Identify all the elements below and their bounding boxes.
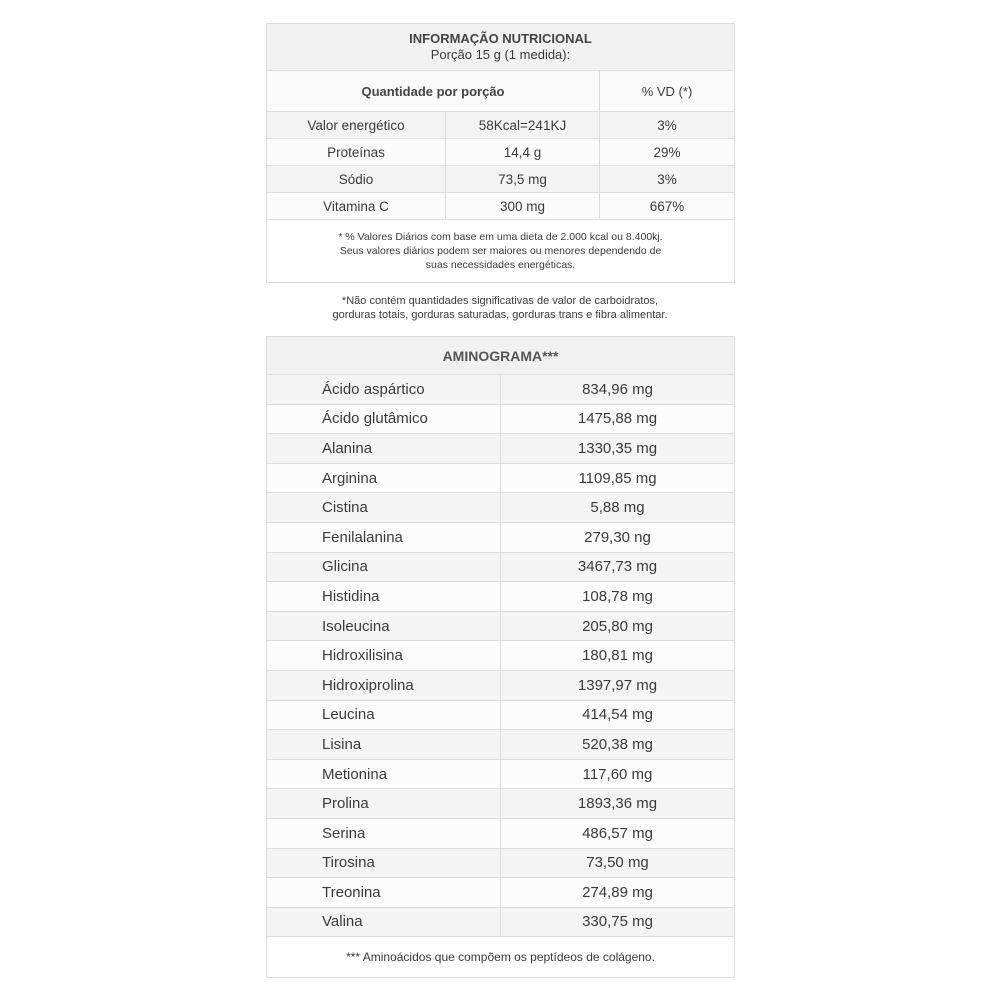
amino-acid-row bbox=[267, 700, 735, 730]
amino-acid-name: Valina bbox=[267, 907, 501, 937]
amino-acid-row bbox=[267, 493, 735, 523]
nutrient-row bbox=[267, 166, 735, 193]
daily-values-note: * % Valores Diários com base em uma dieta de 2.000 kcal ou 8.400kj. Seus valores diários podem ser maiores ou menores dependendo de suas necessidades energéticas. bbox=[267, 220, 735, 283]
nutrient-row bbox=[267, 139, 735, 166]
amino-acid-name: Lisina bbox=[267, 730, 501, 760]
amino-acid-name: Hidroxiprolina bbox=[267, 670, 501, 700]
aminogram-table bbox=[266, 336, 735, 978]
nutrient-amount: 14,4 g bbox=[446, 139, 600, 166]
nutrient-name: Sódio bbox=[267, 166, 446, 193]
nutrition-title: INFORMAÇÃO NUTRICIONAL bbox=[409, 31, 592, 46]
amino-acid-amount: 108,78 mg bbox=[501, 582, 735, 612]
amino-acid-amount: 486,57 mg bbox=[501, 818, 735, 848]
amino-acid-row bbox=[267, 818, 735, 848]
amino-acid-row bbox=[267, 670, 735, 700]
nutrient-amount: 73,5 mg bbox=[446, 166, 600, 193]
amino-acid-row bbox=[267, 641, 735, 671]
aminogram-title: AMINOGRAMA*** bbox=[267, 337, 735, 375]
nutrient-name: Vitamina C bbox=[267, 193, 446, 220]
nutrient-row bbox=[267, 193, 735, 220]
nutrient-row bbox=[267, 112, 735, 139]
amino-acid-row bbox=[267, 434, 735, 464]
amino-acid-amount: 279,30 ng bbox=[501, 522, 735, 552]
amino-acid-name: Hidroxilisina bbox=[267, 641, 501, 671]
nutrient-vd: 29% bbox=[600, 139, 735, 166]
amino-acid-amount: 520,38 mg bbox=[501, 730, 735, 760]
amino-acid-amount: 414,54 mg bbox=[501, 700, 735, 730]
amino-acid-row bbox=[267, 611, 735, 641]
amino-acid-name: Serina bbox=[267, 818, 501, 848]
amino-acid-amount: 1109,85 mg bbox=[501, 463, 735, 493]
aminogram-footnote: *** Aminoácidos que compõem os peptídeos de colágeno. bbox=[267, 937, 735, 978]
amino-acid-amount: 330,75 mg bbox=[501, 907, 735, 937]
amino-acid-name: Ácido glutâmico bbox=[267, 404, 501, 434]
amino-acid-row bbox=[267, 878, 735, 908]
amino-acid-amount: 73,50 mg bbox=[501, 848, 735, 878]
amino-acid-name: Histidina bbox=[267, 582, 501, 612]
amino-acid-amount: 834,96 mg bbox=[501, 375, 735, 405]
amino-acid-row bbox=[267, 463, 735, 493]
nutrient-vd: 3% bbox=[600, 112, 735, 139]
amino-acid-row bbox=[267, 522, 735, 552]
amino-acid-row bbox=[267, 730, 735, 760]
amino-acid-row bbox=[267, 848, 735, 878]
amino-acid-name: Arginina bbox=[267, 463, 501, 493]
amino-acid-row bbox=[267, 789, 735, 819]
nutrient-name: Valor energético bbox=[267, 112, 446, 139]
amino-acid-name: Treonina bbox=[267, 878, 501, 908]
amino-acid-row bbox=[267, 582, 735, 612]
amino-acid-name: Metionina bbox=[267, 759, 501, 789]
amino-acid-name: Glicina bbox=[267, 552, 501, 582]
amino-acid-name: Alanina bbox=[267, 434, 501, 464]
portion-size: Porção 15 g (1 medida): bbox=[430, 47, 571, 62]
amino-acid-row bbox=[267, 375, 735, 405]
amino-acid-amount: 1330,35 mg bbox=[501, 434, 735, 464]
amino-acid-amount: 1893,36 mg bbox=[501, 789, 735, 819]
amino-acid-name: Leucina bbox=[267, 700, 501, 730]
nutrient-vd: 667% bbox=[600, 193, 735, 220]
amino-acid-amount: 1475,88 mg bbox=[501, 404, 735, 434]
amino-acid-name: Ácido aspártico bbox=[267, 375, 501, 405]
amino-acid-name: Fenilalanina bbox=[267, 522, 501, 552]
nutrition-header bbox=[267, 24, 735, 71]
nutrient-amount: 58Kcal=241KJ bbox=[446, 112, 600, 139]
amino-acid-row bbox=[267, 404, 735, 434]
amino-acid-name: Cistina bbox=[267, 493, 501, 523]
nutrient-vd: 3% bbox=[600, 166, 735, 193]
nutrient-amount: 300 mg bbox=[446, 193, 600, 220]
amino-acid-amount: 3467,73 mg bbox=[501, 552, 735, 582]
nutrition-facts-panel bbox=[266, 23, 734, 978]
not-significant-note: *Não contém quantidades significativas de valor de carboidratos, gorduras totais, gorduras saturadas, gorduras trans e fibra alimentar. bbox=[332, 295, 668, 321]
amino-acid-amount: 205,80 mg bbox=[501, 611, 735, 641]
amino-acid-row bbox=[267, 759, 735, 789]
amino-acid-amount: 1397,97 mg bbox=[501, 670, 735, 700]
amino-acid-amount: 5,88 mg bbox=[501, 493, 735, 523]
amino-acid-name: Isoleucina bbox=[267, 611, 501, 641]
amino-acid-name: Tirosina bbox=[267, 848, 501, 878]
amino-acid-name: Prolina bbox=[267, 789, 501, 819]
amino-acid-row bbox=[267, 907, 735, 937]
amino-acid-amount: 117,60 mg bbox=[501, 759, 735, 789]
amino-acid-row bbox=[267, 552, 735, 582]
amino-acid-amount: 274,89 mg bbox=[501, 878, 735, 908]
vd-column-header: % VD (*) bbox=[600, 71, 735, 112]
nutrition-table bbox=[266, 23, 735, 283]
amino-acid-amount: 180,81 mg bbox=[501, 641, 735, 671]
nutrient-name: Proteínas bbox=[267, 139, 446, 166]
quantity-column-header: Quantidade por porção bbox=[267, 71, 600, 112]
